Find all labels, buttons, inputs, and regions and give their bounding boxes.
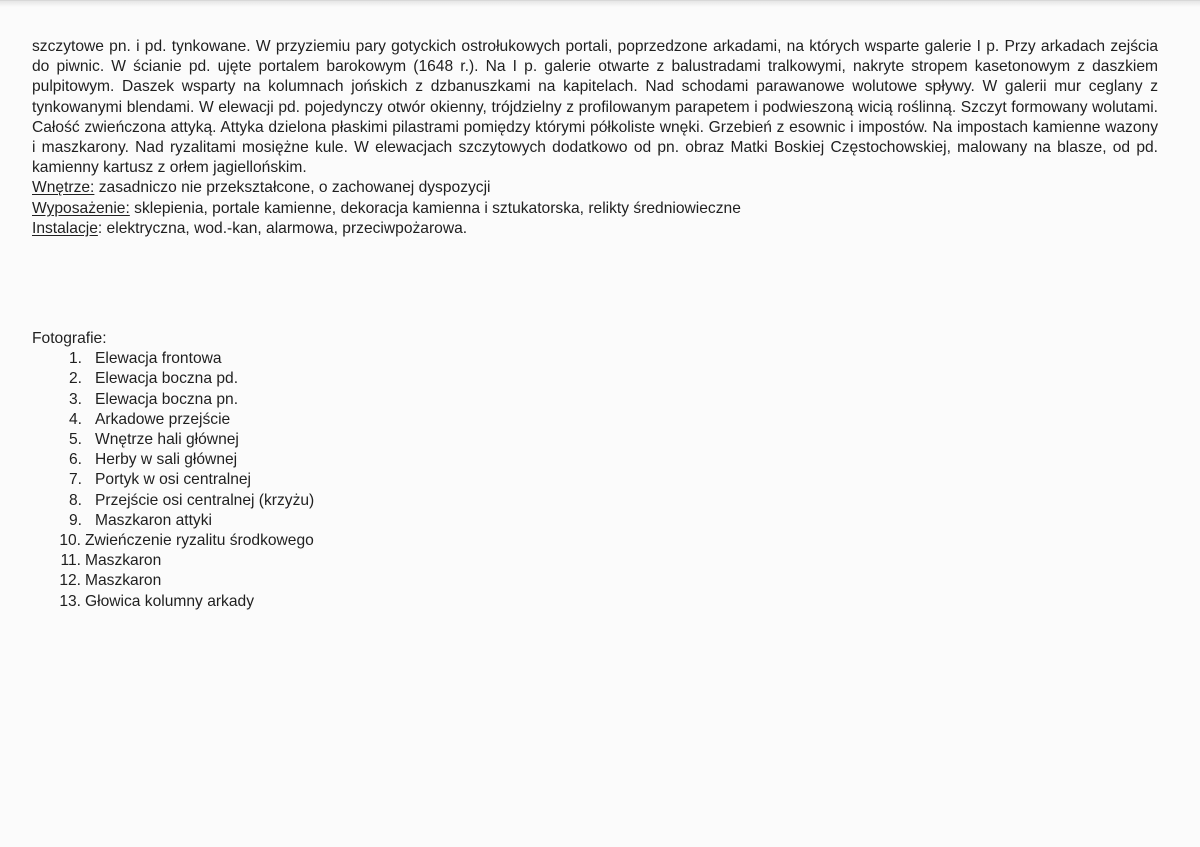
photo-list-item	[32, 531, 314, 551]
photo-label: Maszkaron	[85, 552, 162, 570]
photo-number: 2.	[68, 370, 82, 388]
photo-label: Elewacja frontowa	[95, 350, 222, 368]
photo-number: 7.	[68, 471, 82, 489]
photo-number: 11.	[60, 552, 81, 570]
photo-label: Elewacja boczna pd.	[95, 370, 239, 388]
photo-label: Herby w sali głównej	[95, 451, 238, 469]
photo-label: Maszkaron	[85, 572, 162, 590]
photo-number: 13.	[59, 592, 81, 610]
photo-list-item	[32, 470, 314, 490]
description-section	[32, 37, 1158, 239]
photo-number: 9.	[68, 511, 82, 529]
photo-list-item	[32, 491, 314, 511]
photo-label: Maszkaron attyki	[95, 511, 212, 529]
photo-label: Elewacja boczna pn.	[95, 390, 239, 408]
photo-label: Głowica kolumny arkady	[85, 592, 254, 610]
photo-number: 1.	[68, 350, 82, 368]
photo-number: 4.	[68, 410, 82, 428]
photo-label: Wnętrze hali głównej	[95, 431, 239, 449]
photo-number: 8.	[68, 491, 82, 509]
photo-number: 5.	[68, 431, 82, 449]
photo-number: 6.	[68, 451, 82, 469]
photo-label: Przejście osi centralnej (krzyżu)	[95, 491, 315, 509]
description-paragraph: szczytowe pn. i pd. tynkowane. W przyziemiu pary gotyckich ostrołukowych portali, poprzedzone arkadami, na których wsparte galerie I p. Przy arkadach zejścia do piwnic. W ścianie pd. ujęte portalem barokowym (1648 r.). Na I p. galerie otwarte z balustradami tralkowymi, nakryte stropem kasetonowym z daszkiem pulpitowym. Daszek wsparty na kolumnach jońskich z dzbanuszkami na kapitelach. Nad schodami parawanowe wolutowe spływy. W galerii mur ceglany z tynkowanymi blendami. W elewacji pd. pojedynczy otwór okienny, trójdzielny z profilowanym parapetem i podwieszoną wicią roślinną. Szczyt formowany wolutami. Całość zwieńczona attyką. Attyka dzielona płaskimi pilastrami pomiędzy którymi półkoliste wnęki. Grzebień z esownic i impostów. Na impostach kamienne wazony i maszkarony. Nad ryzalitami mosiężne kule. W elewacjach szczytowych dodatkowo od pn. obraz Matki Boskiej Częstochowskiej, malowany na blasze, od pd. kamienny kartusz z orłem jagiellońskim.	[32, 38, 1158, 177]
equipment-text: sklepienia, portale kamienne, dekoracja kamienna i sztukatorska, relikty średniowieczne	[129, 199, 741, 217]
photo-label: Portyk w osi centralnej	[95, 471, 251, 489]
photo-list-item	[32, 551, 314, 571]
photo-list-item	[32, 410, 314, 430]
photo-list-item	[32, 430, 314, 450]
photo-list-item	[32, 511, 314, 531]
scan-edge-shadow	[0, 1, 1200, 7]
photo-number: 12.	[59, 572, 81, 590]
photo-list-item	[32, 571, 314, 591]
installation-line	[32, 219, 1158, 239]
installation-text: : elektryczna, wod.-kan, alarmowa, przeciwpożarowa.	[97, 219, 468, 237]
photo-label: Arkadowe przejście	[95, 410, 231, 428]
photo-list-item	[32, 592, 314, 612]
photo-number: 10.	[59, 532, 81, 550]
equipment-label: Wyposażenie:	[32, 199, 130, 217]
photo-list-item	[32, 390, 314, 410]
interior-label: Wnętrze:	[32, 179, 95, 197]
photos-section	[32, 329, 314, 612]
photo-list-item	[32, 450, 314, 470]
installation-label: Instalacje	[32, 219, 98, 237]
photo-list	[32, 349, 314, 612]
interior-line	[32, 178, 1158, 198]
photo-number: 3.	[68, 390, 82, 408]
photo-list-item	[32, 369, 314, 389]
equipment-line	[32, 199, 1158, 219]
interior-text: zasadniczo nie przekształcone, o zachowanej dyspozycji	[94, 179, 491, 197]
photo-list-item	[32, 349, 314, 369]
photos-title: Fotografie:	[32, 330, 107, 347]
photo-label: Zwieńczenie ryzalitu środkowego	[85, 532, 314, 550]
